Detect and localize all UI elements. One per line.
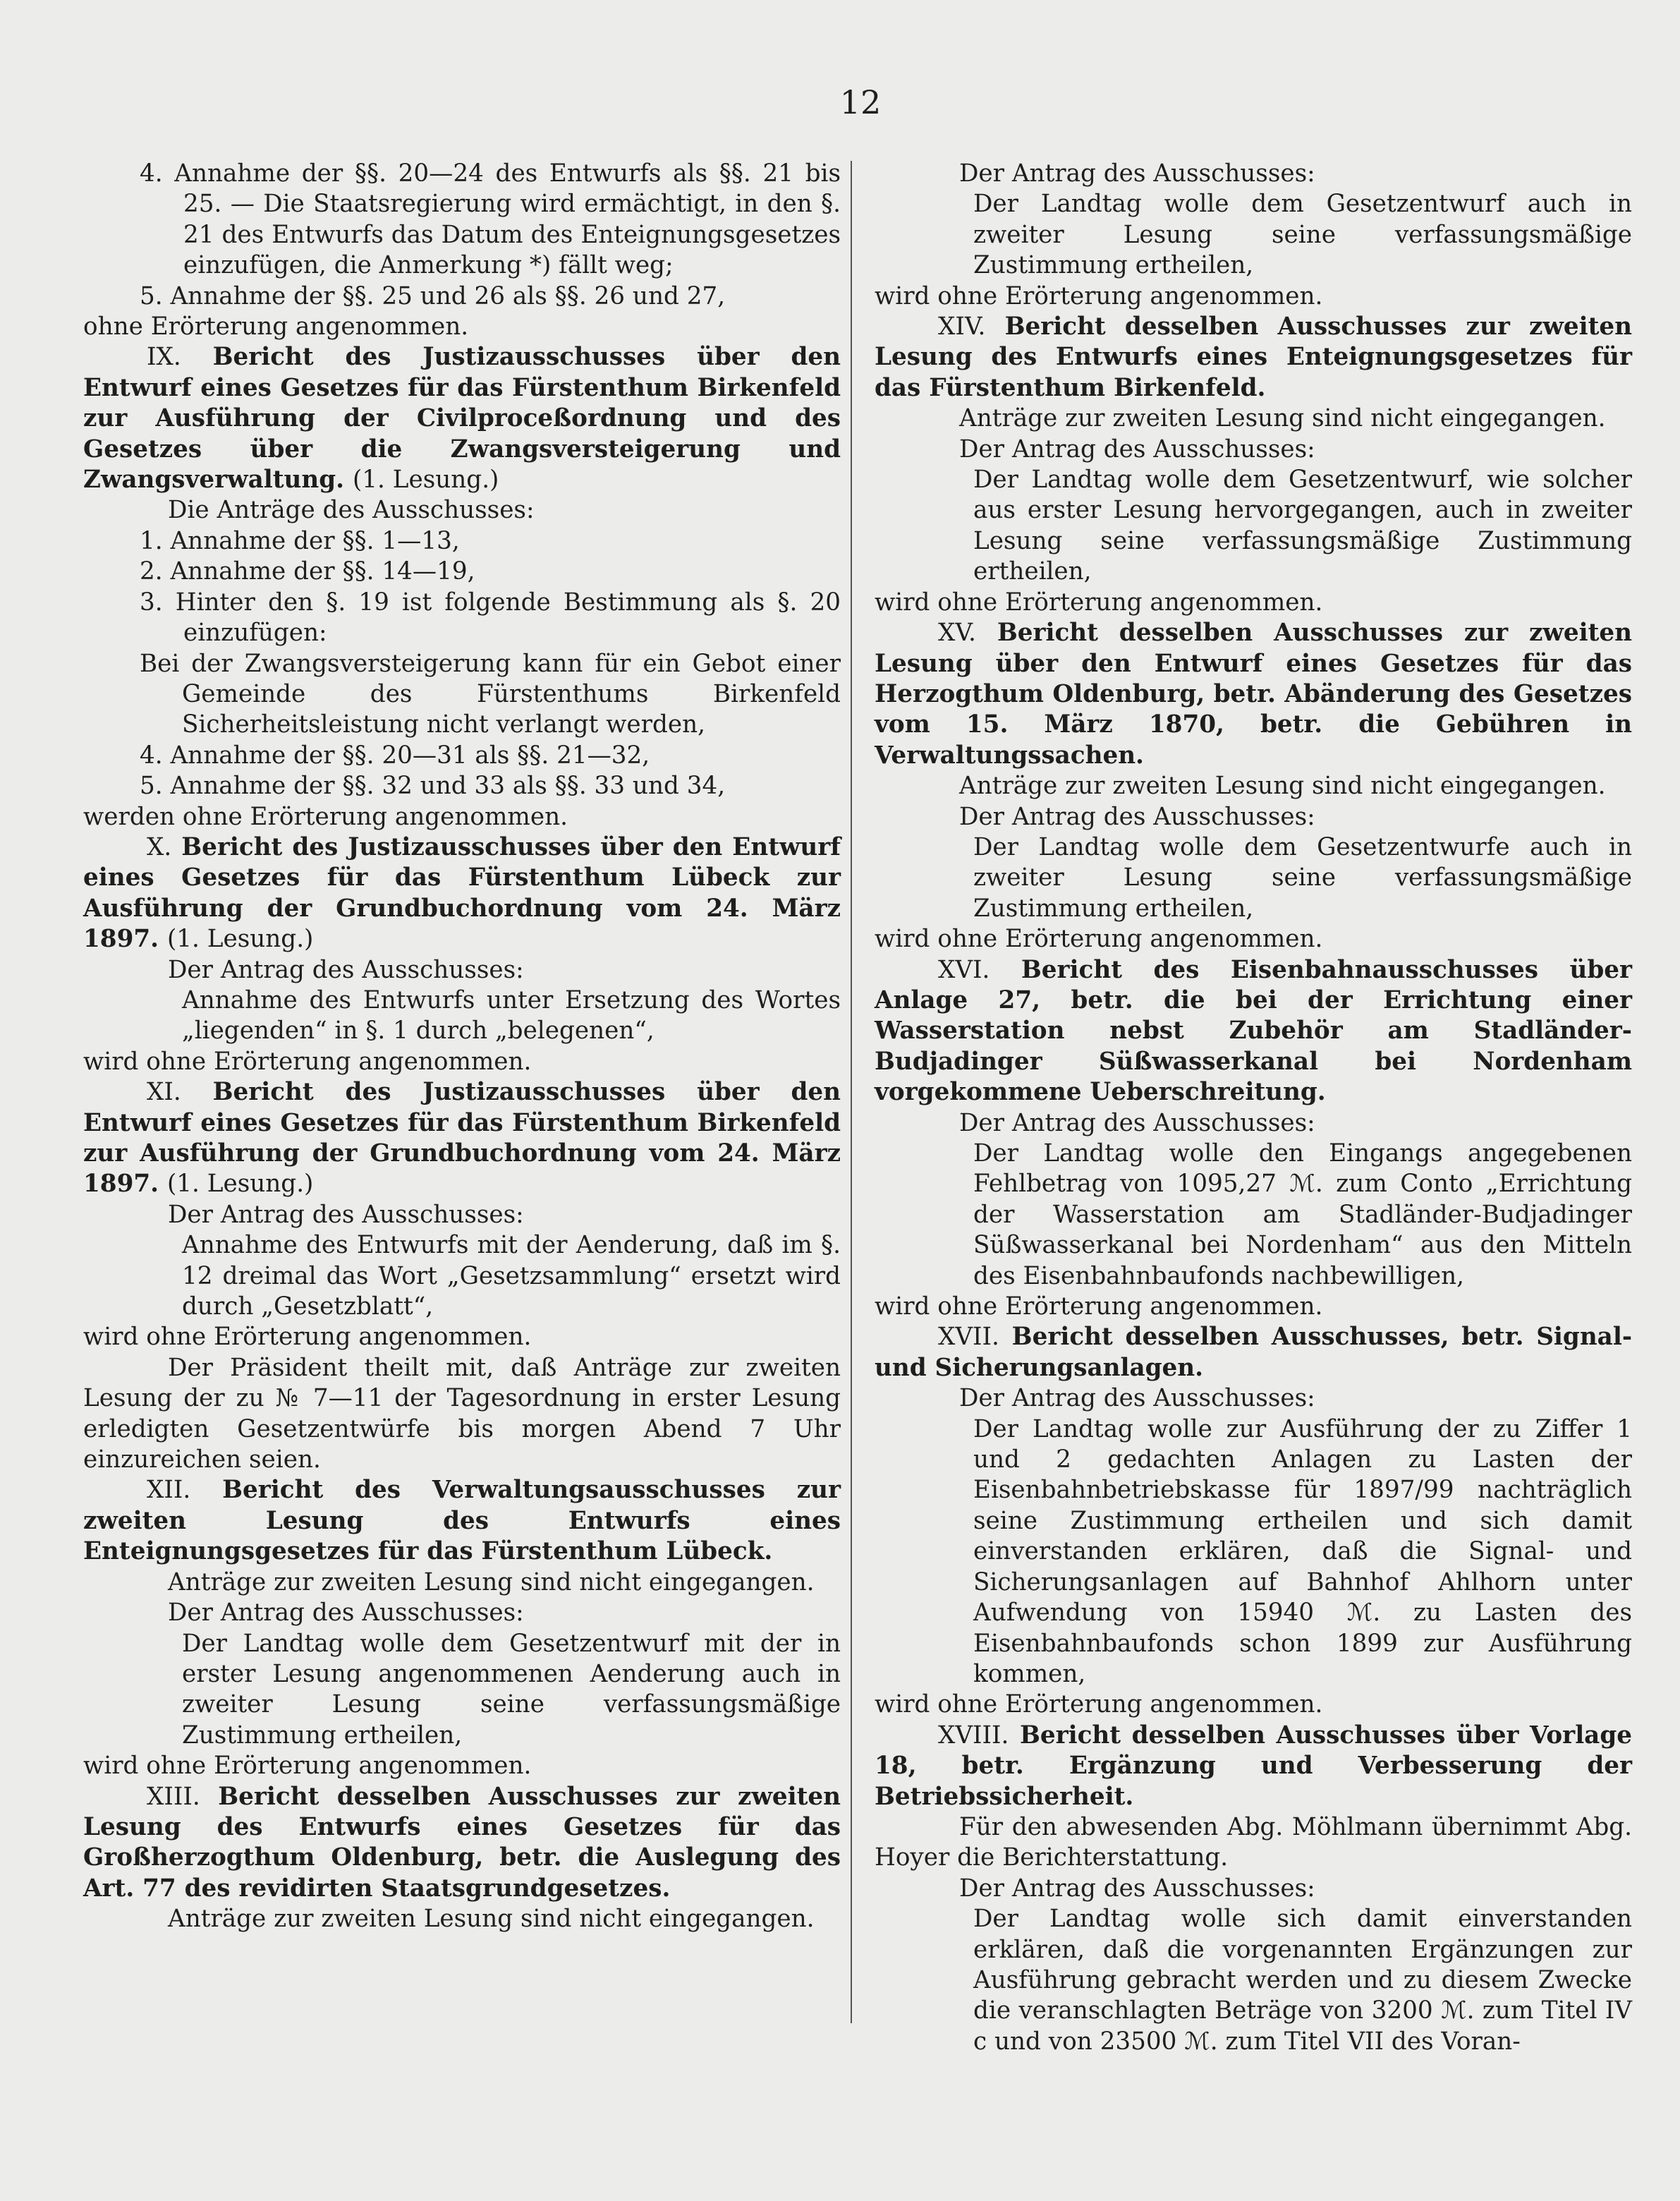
section-number: XVIII. xyxy=(938,1721,1009,1750)
section-title: Bericht desselben Ausschusses zur zweiten Lesung über den Entwurf eines Gesetzes für das Herzogthum Oldenburg, betr. Abänderung des Gesetzes vom 15. März 1870, betr. die Gebühren in Verwaltungssachen. xyxy=(875,619,1633,770)
section-number: IX. xyxy=(147,343,181,372)
left-paragraph: Anträge zur zweiten Lesung sind nicht eingegangen. xyxy=(168,1905,815,1934)
section-title: Bericht des Justizausschusses über den Entwurf eines Gesetzes für das Fürstenthum Birkenfeld zur Ausführung der Civilproceßordnung und des Gesetzes über die Zwangsversteigerung und Zwangsverwaltung. xyxy=(83,343,841,495)
right-paragraph: Der Landtag wolle den Eingangs angegebenen Fehlbetrag von 1095,27 ℳ. zum Conto „Errichtung der Wasserstation am Stadländer-Budjadinger Süßwasserkanal bei Nordenham“ aus den Mitteln des Eisenbahnbaufonds nachbewilligen, xyxy=(973,1139,1632,1290)
section-number: XIV. xyxy=(938,313,986,341)
left-column xyxy=(83,159,841,1935)
right-paragraph: Der Landtag wolle dem Gesetzentwurfe auch in zweiter Lesung seine verfassungsmäßige Zustimmung ertheilen, xyxy=(973,832,1632,923)
left-paragraph: 3. Hinter den §. 19 ist folgende Bestimmung als §. 20 einzufügen: xyxy=(140,588,841,648)
section-number: XI. xyxy=(147,1078,181,1107)
right-paragraph: Der Antrag des Ausschusses: xyxy=(959,1108,1315,1137)
right-paragraph: wird ohne Erörterung angenommen. xyxy=(875,588,1323,617)
section-title: Bericht desselben Ausschusses zur zweiten Lesung des Entwurfs eines Gesetzes für das Großherzogthum Oldenburg, betr. die Auslegung des Art. 77 des revidirten Staatsgrundgesetzes. xyxy=(83,1782,841,1903)
section-number: XVII. xyxy=(938,1323,999,1352)
right-paragraph: Anträge zur zweiten Lesung sind nicht eingegangen. xyxy=(959,404,1606,433)
section-number: XIII. xyxy=(147,1782,200,1811)
right-section-heading xyxy=(875,618,1632,771)
section-number: XV. xyxy=(938,619,976,648)
left-section-heading xyxy=(83,832,841,955)
right-paragraph: wird ohne Erörterung angenommen. xyxy=(875,1690,1323,1719)
right-paragraph: Der Landtag wolle sich damit einverstanden erklären, daß die vorgenannten Ergänzungen zur Ausführung gebracht werden und zu diesem Zwecke die veranschlagten Beträge von 3200 ℳ. zum Titel IV c und von 23500 ℳ. zum Titel VII des Voran- xyxy=(973,1905,1632,2056)
section-title: Bericht des Eisenbahnausschusses über Anlage 27, betr. die bei der Errichtung einer Wasserstation nebst Zubehör am Stadländer-Budjadinger Süßwasserkanal bei Nordenham vorgekommene Ueberschreitung. xyxy=(875,955,1632,1107)
left-paragraph: 2. Annahme der §§. 14—19, xyxy=(140,557,475,586)
left-paragraph: Der Landtag wolle dem Gesetzentwurf mit der in erster Lesung angenommenen Aenderung auch in zweiter Lesung seine verfassungsmäßige Zustimmung ertheilen, xyxy=(182,1629,841,1750)
right-paragraph: wird ohne Erörterung angenommen. xyxy=(875,281,1323,310)
left-paragraph: Anträge zur zweiten Lesung sind nicht eingegangen. xyxy=(168,1568,815,1596)
reading-note: (1. Lesung.) xyxy=(166,1170,314,1199)
left-paragraph: 4. Annahme der §§. 20—24 des Entwurfs als §§. 21 bis 25. — Die Staatsregierung wird ermächtigt, in den §. 21 des Entwurfs das Datum des Enteignungsgesetzes einzufügen, die Anmerkung *) fällt weg; xyxy=(140,159,841,280)
left-section-heading xyxy=(83,1475,841,1567)
section-title: Bericht desselben Ausschusses zur zweiten Lesung des Entwurfs eines Enteignungsgesetzes für das Fürstenthum Birkenfeld. xyxy=(875,313,1633,402)
left-paragraph: 5. Annahme der §§. 32 und 33 als §§. 33 und 34, xyxy=(140,772,726,801)
left-section-heading xyxy=(83,1782,841,1905)
section-title: Bericht des Verwaltungsausschusses zur zweiten Lesung des Entwurfs eines Enteignungsgesetzes für das Fürstenthum Lübeck. xyxy=(83,1476,841,1566)
right-paragraph: Der Antrag des Ausschusses: xyxy=(959,802,1315,831)
left-paragraph: wird ohne Erörterung angenommen. xyxy=(83,1323,532,1352)
reading-note: (1. Lesung.) xyxy=(166,925,314,954)
left-paragraph: Annahme des Entwurfs mit der Aenderung, daß im §. 12 dreimal das Wort „Gesetzsammlung“ ersetzt wird durch „Gesetzblatt“, xyxy=(182,1231,841,1321)
right-paragraph: Anträge zur zweiten Lesung sind nicht eingegangen. xyxy=(959,772,1606,801)
left-section-heading xyxy=(83,342,841,495)
left-paragraph: wird ohne Erörterung angenommen. xyxy=(83,1752,532,1781)
section-title: Bericht des Justizausschusses über den Entwurf eines Gesetzes für das Fürstenthum Birkenfeld zur Ausführung der Grundbuchordnung vom 24. März 1897. xyxy=(83,1078,841,1199)
right-section-heading xyxy=(875,1322,1632,1383)
left-paragraph: Der Präsident theilt mit, daß Anträge zur zweiten Lesung der zu № 7—11 der Tagesordnung in erster Lesung erledigten Gesetzentwürfe bis morgen Abend 7 Uhr einzureichen seien. xyxy=(83,1353,841,1474)
right-paragraph: Für den abwesenden Abg. Möhlmann übernimmt Abg. Hoyer die Berichterstattung. xyxy=(875,1812,1632,1872)
left-section-heading xyxy=(83,1077,841,1200)
left-paragraph: werden ohne Erörterung angenommen. xyxy=(83,802,568,831)
left-paragraph: Die Anträge des Ausschusses: xyxy=(168,496,535,525)
right-section-heading xyxy=(875,312,1632,404)
right-paragraph: Der Antrag des Ausschusses: xyxy=(959,435,1315,463)
page-number: 12 xyxy=(839,83,882,121)
left-paragraph: Annahme des Entwurfs unter Ersetzung des Wortes „liegenden“ in §. 1 durch „belegenen“, xyxy=(182,986,841,1045)
section-title: Bericht desselben Ausschusses, betr. Signal- und Sicherungsanlagen. xyxy=(875,1323,1633,1382)
right-paragraph: wird ohne Erörterung angenommen. xyxy=(875,925,1323,954)
right-paragraph: Der Landtag wolle zur Ausführung der zu Ziffer 1 und 2 gedachten Anlagen zu Lasten der Eisenbahnbetriebskasse für 1897/99 nachträglich seine Zustimmung ertheilen und sich damit einverstanden erklären, daß die Signal- und Sicherungsanlagen auf Bahnhof Ahlhorn unter Aufwendung von 15940 ℳ. zu Lasten des Eisenbahnbaufonds schon 1899 zur Ausführung kommen, xyxy=(973,1414,1632,1688)
right-paragraph: Der Antrag des Ausschusses: xyxy=(959,1384,1315,1413)
left-paragraph: Der Antrag des Ausschusses: xyxy=(168,1599,524,1627)
right-column xyxy=(875,159,1632,2057)
right-paragraph: Der Landtag wolle dem Gesetzentwurf, wie solcher aus erster Lesung hervorgegangen, auch in zweiter Lesung seine verfassungsmäßige Zustimmung ertheilen, xyxy=(973,466,1632,586)
left-paragraph: Der Antrag des Ausschusses: xyxy=(168,955,524,984)
left-paragraph: 1. Annahme der §§. 1—13, xyxy=(140,526,460,555)
right-section-heading xyxy=(875,1721,1632,1812)
column-divider xyxy=(851,161,852,2023)
section-number: X. xyxy=(147,832,172,861)
left-paragraph: wird ohne Erörterung angenommen. xyxy=(83,1047,532,1076)
right-section-heading xyxy=(875,955,1632,1108)
right-paragraph: Der Antrag des Ausschusses: xyxy=(959,159,1315,188)
section-title: Bericht des Justizausschusses über den Entwurf eines Gesetzes für das Fürstenthum Lübeck zur Ausführung der Grundbuchordnung vom 24. März 1897. xyxy=(83,832,841,954)
section-number: XVI. xyxy=(938,955,990,984)
left-paragraph: 5. Annahme der §§. 25 und 26 als §§. 26 und 27, xyxy=(140,281,726,310)
right-paragraph: Der Landtag wolle dem Gesetzentwurf auch in zweiter Lesung seine verfassungsmäßige Zustimmung ertheilen, xyxy=(973,190,1632,280)
left-paragraph: ohne Erörterung angenommen. xyxy=(83,313,469,341)
right-paragraph: wird ohne Erörterung angenommen. xyxy=(875,1292,1323,1321)
section-title: Bericht desselben Ausschusses über Vorlage 18, betr. Ergänzung und Verbesserung der Betriebssicherheit. xyxy=(875,1721,1632,1811)
left-paragraph: 4. Annahme der §§. 20—31 als §§. 21—32, xyxy=(140,741,650,770)
section-number: XII. xyxy=(147,1476,191,1505)
right-paragraph: Der Antrag des Ausschusses: xyxy=(959,1874,1315,1903)
left-paragraph: Bei der Zwangsversteigerung kann für ein Gebot einer Gemeinde des Fürstenthums Birkenfeld Sicherheitsleistung nicht verlangt werden, xyxy=(140,649,841,739)
left-paragraph: Der Antrag des Ausschusses: xyxy=(168,1200,524,1229)
reading-note: (1. Lesung.) xyxy=(352,466,499,495)
